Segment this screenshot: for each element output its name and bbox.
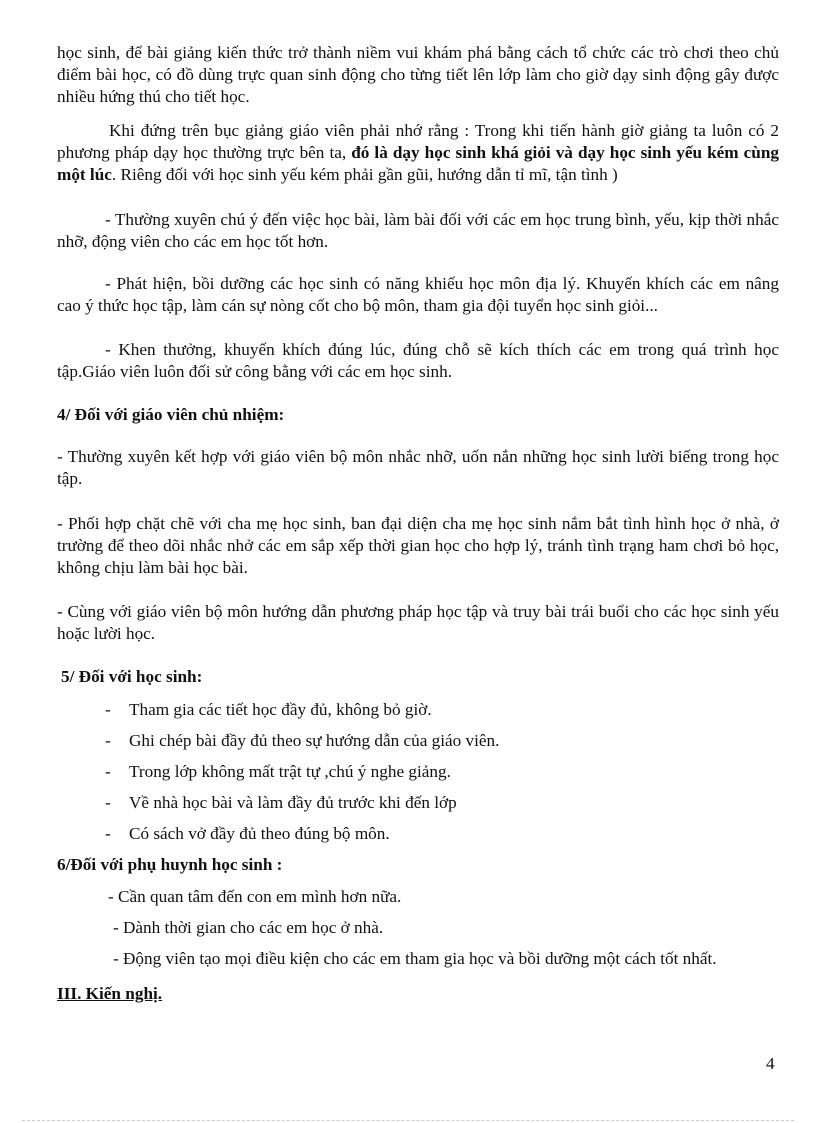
list-item-text: Ghi chép bài đầy đủ theo sự hướng dẫn của giáo viên. — [129, 731, 500, 750]
section-6-item: - Cần quan tâm đến con em mình hơn nữa. — [108, 887, 402, 906]
paragraph-reward: - Khen thưởng, khuyến khích đúng lúc, đúng chỗ sẽ kích thích các em trong quá trình học tập.Giáo viên luôn đối sử công bằng với các em học sinh. — [57, 340, 779, 381]
list-bullet: - — [105, 762, 111, 781]
paragraph-method-emphasis: đó là dạy học sinh khá giỏi và dạy học sinh yếu kém cùng một lúc — [57, 143, 779, 184]
section-5-heading: 5/ Đối với học sinh: — [61, 667, 203, 686]
paragraph-intro: học sinh, để bài giảng kiến thức trở thành niềm vui khám phá bằng cách tổ chức các trò chơi theo chủ điểm bài học, có đồ dùng trực quan sinh động cho từng tiết lên lớp làm cho giờ dạy sinh động gây được nhiều hứng thú cho tiết học. — [57, 43, 779, 106]
section-4-heading: 4/ Đối với giáo viên chủ nhiệm: — [57, 405, 285, 424]
paragraph-method — [57, 120, 779, 186]
list-item-text: Có sách vở đầy đủ theo đúng bộ môn. — [129, 824, 390, 843]
section-4-item: - Phối hợp chặt chẽ với cha mẹ học sinh, ban đại diện cha mẹ học sinh nắm bắt tình hình học ở nhà, ở trường để theo dõi nhắc nhở các em sắp xếp thời gian học cho hợp lý, tránh tình trạng ham chơi bỏ học, không chịu làm bài học bài. — [57, 514, 779, 577]
footer-divider — [22, 1120, 794, 1121]
list-bullet: - — [105, 731, 111, 750]
section-4-item: - Thường xuyên kết hợp với giáo viên bộ môn nhắc nhỡ, uốn nắn những học sinh lười biếng trong học tập. — [57, 447, 779, 488]
list-item-text: Trong lớp không mất trật tự ,chú ý nghe giảng. — [129, 762, 451, 781]
paragraph-discover-talent: - Phát hiện, bồi dưỡng các học sinh có năng khiếu học môn địa lý. Khuyến khích các em nâng cao ý thức học tập, làm cán sự nòng cốt cho bộ môn, tham gia đội tuyển học sinh giỏi... — [57, 274, 779, 315]
list-item-text: Về nhà học bài và làm đầy đủ trước khi đến lớp — [129, 793, 457, 812]
section-6-heading: 6/Đối với phụ huynh học sinh : — [57, 855, 283, 874]
list-bullet: - — [105, 824, 111, 843]
section-3-heading: III. Kiến nghị. — [57, 984, 163, 1003]
paragraph-regular-check: - Thường xuyên chú ý đến việc học bài, làm bài đối với các em học trung bình, yếu, kịp thời nhắc nhỡ, động viên cho các em học tốt hơn. — [57, 210, 779, 251]
page-number: 4 — [766, 1054, 775, 1073]
paragraph-method-text-b: . Riêng đối với học sinh yếu kém phải gần gũi, hướng dẫn tỉ mĩ, tận tình ) — [111, 165, 618, 184]
section-6-item: - Động viên tạo mọi điều kiện cho các em tham gia học và bồi dưỡng một cách tốt nhất. — [113, 949, 717, 968]
list-item-text: Tham gia các tiết học đầy đủ, không bỏ giờ. — [129, 700, 432, 719]
paragraph-method-text-a: Khi đứng trên bục giảng giáo viên phải nhớ rằng : Trong khi tiến hành giờ giảng ta luôn có 2 phương pháp dạy học thường trực bên ta, — [57, 121, 779, 162]
section-6-item: - Dành thời gian cho các em học ở nhà. — [113, 918, 384, 937]
list-bullet: - — [105, 793, 111, 812]
section-4-item: - Cùng với giáo viên bộ môn hướng dẫn phương pháp học tập và truy bài trái buổi cho các học sinh yếu hoặc lười học. — [57, 602, 779, 643]
list-bullet: - — [105, 700, 111, 719]
